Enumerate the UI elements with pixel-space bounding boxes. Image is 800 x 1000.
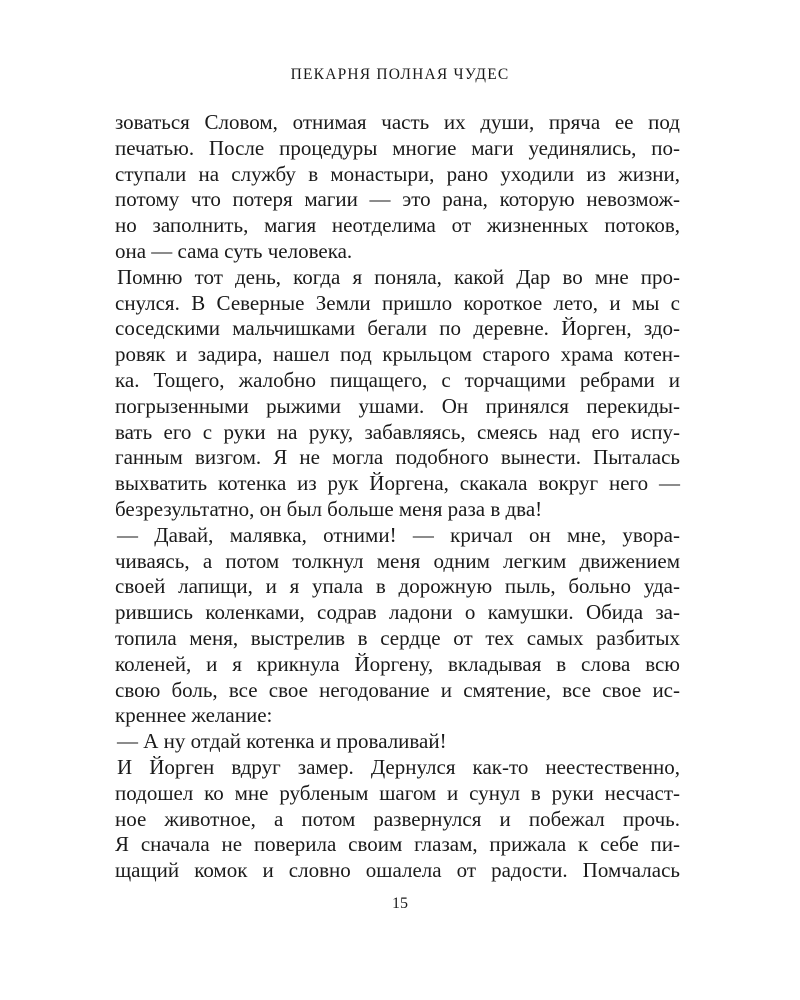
text-line: выхватить котенка из рук Йоргена, скакала вокруг него —: [115, 471, 680, 496]
text-line: подошел ко мне рубленым шагом и сунул в руки несчаст-: [115, 780, 680, 805]
text-line: она — сама суть человека.: [115, 238, 353, 263]
text-line: зоваться Словом, отнимая часть их души, пряча ее под: [115, 110, 680, 134]
text-line: печатью. После процедуры многие маги уединялись, по-: [115, 135, 680, 160]
text-line: ступали на службу в монастыри, рано уходили из жизни,: [115, 161, 680, 186]
text-line: но заполнить, магия неотделима от жизненных потоков,: [115, 213, 680, 238]
page-number: 15: [392, 895, 408, 912]
text-line: вать его с руки на руку, забавляясь, смеясь над его испу-: [115, 419, 680, 444]
text-line: Я сначала не поверила своим глазам, прижала к себе пи-: [115, 832, 680, 857]
text-line: потому что потеря магии — это рана, которую невозмож-: [115, 187, 680, 212]
text-line: безрезультатно, он был больше меня раза в два!: [115, 496, 543, 521]
body-text: [115, 110, 680, 884]
text-line: свою боль, все свое негодование и смятение, все свое ис-: [115, 677, 680, 702]
text-line: ное животное, а потом развернулся и побежал прочь.: [115, 806, 680, 831]
text-line: — А ну отдай котенка и проваливай!: [117, 729, 447, 754]
text-line: погрызенными рыжими ушами. Он принялся перекиды-: [115, 393, 680, 418]
running-title: ПЕКАРНЯ ПОЛНАЯ ЧУДЕС: [290, 66, 510, 83]
text-line: коленей, и я крикнула Йоргену, вкладывая в слова всю: [115, 651, 680, 676]
text-line: ка. Тощего, жалобно пищащего, с торчащими ребрами и: [115, 367, 680, 392]
text-line: топила меня, выстрелив в сердце от тех самых разбитых: [115, 625, 680, 650]
text-line: креннее желание:: [115, 703, 273, 728]
text-line: щащий комок и словно ошалела от радости. Помчалась: [115, 858, 680, 883]
text-line: своей лапищи, и я упала в дорожную пыль, больно уда-: [115, 574, 680, 599]
text-line: Помню тот день, когда я поняла, какой Дар во мне про-: [117, 264, 680, 289]
text-line: снулся. В Северные Земли пришло короткое лето, и мы с: [115, 290, 680, 315]
text-line: рившись коленками, содрав ладони о камушки. Обида за-: [115, 600, 680, 625]
text-line: — Давай, малявка, отними! — кричал он мне, увора-: [117, 522, 680, 547]
text-line: чиваясь, а потом толкнул меня одним легким движением: [115, 548, 680, 573]
text-line: ровяк и задира, нашел под крыльцом старого храма котен-: [115, 342, 680, 367]
text-line: ганным визгом. Я не могла подобного вынести. Пыталась: [115, 445, 680, 470]
text-line: И Йорген вдруг замер. Дернулся как-то неестественно,: [117, 754, 680, 779]
text-line: соседскими мальчишками бегали по деревне. Йорген, здо-: [115, 316, 680, 341]
